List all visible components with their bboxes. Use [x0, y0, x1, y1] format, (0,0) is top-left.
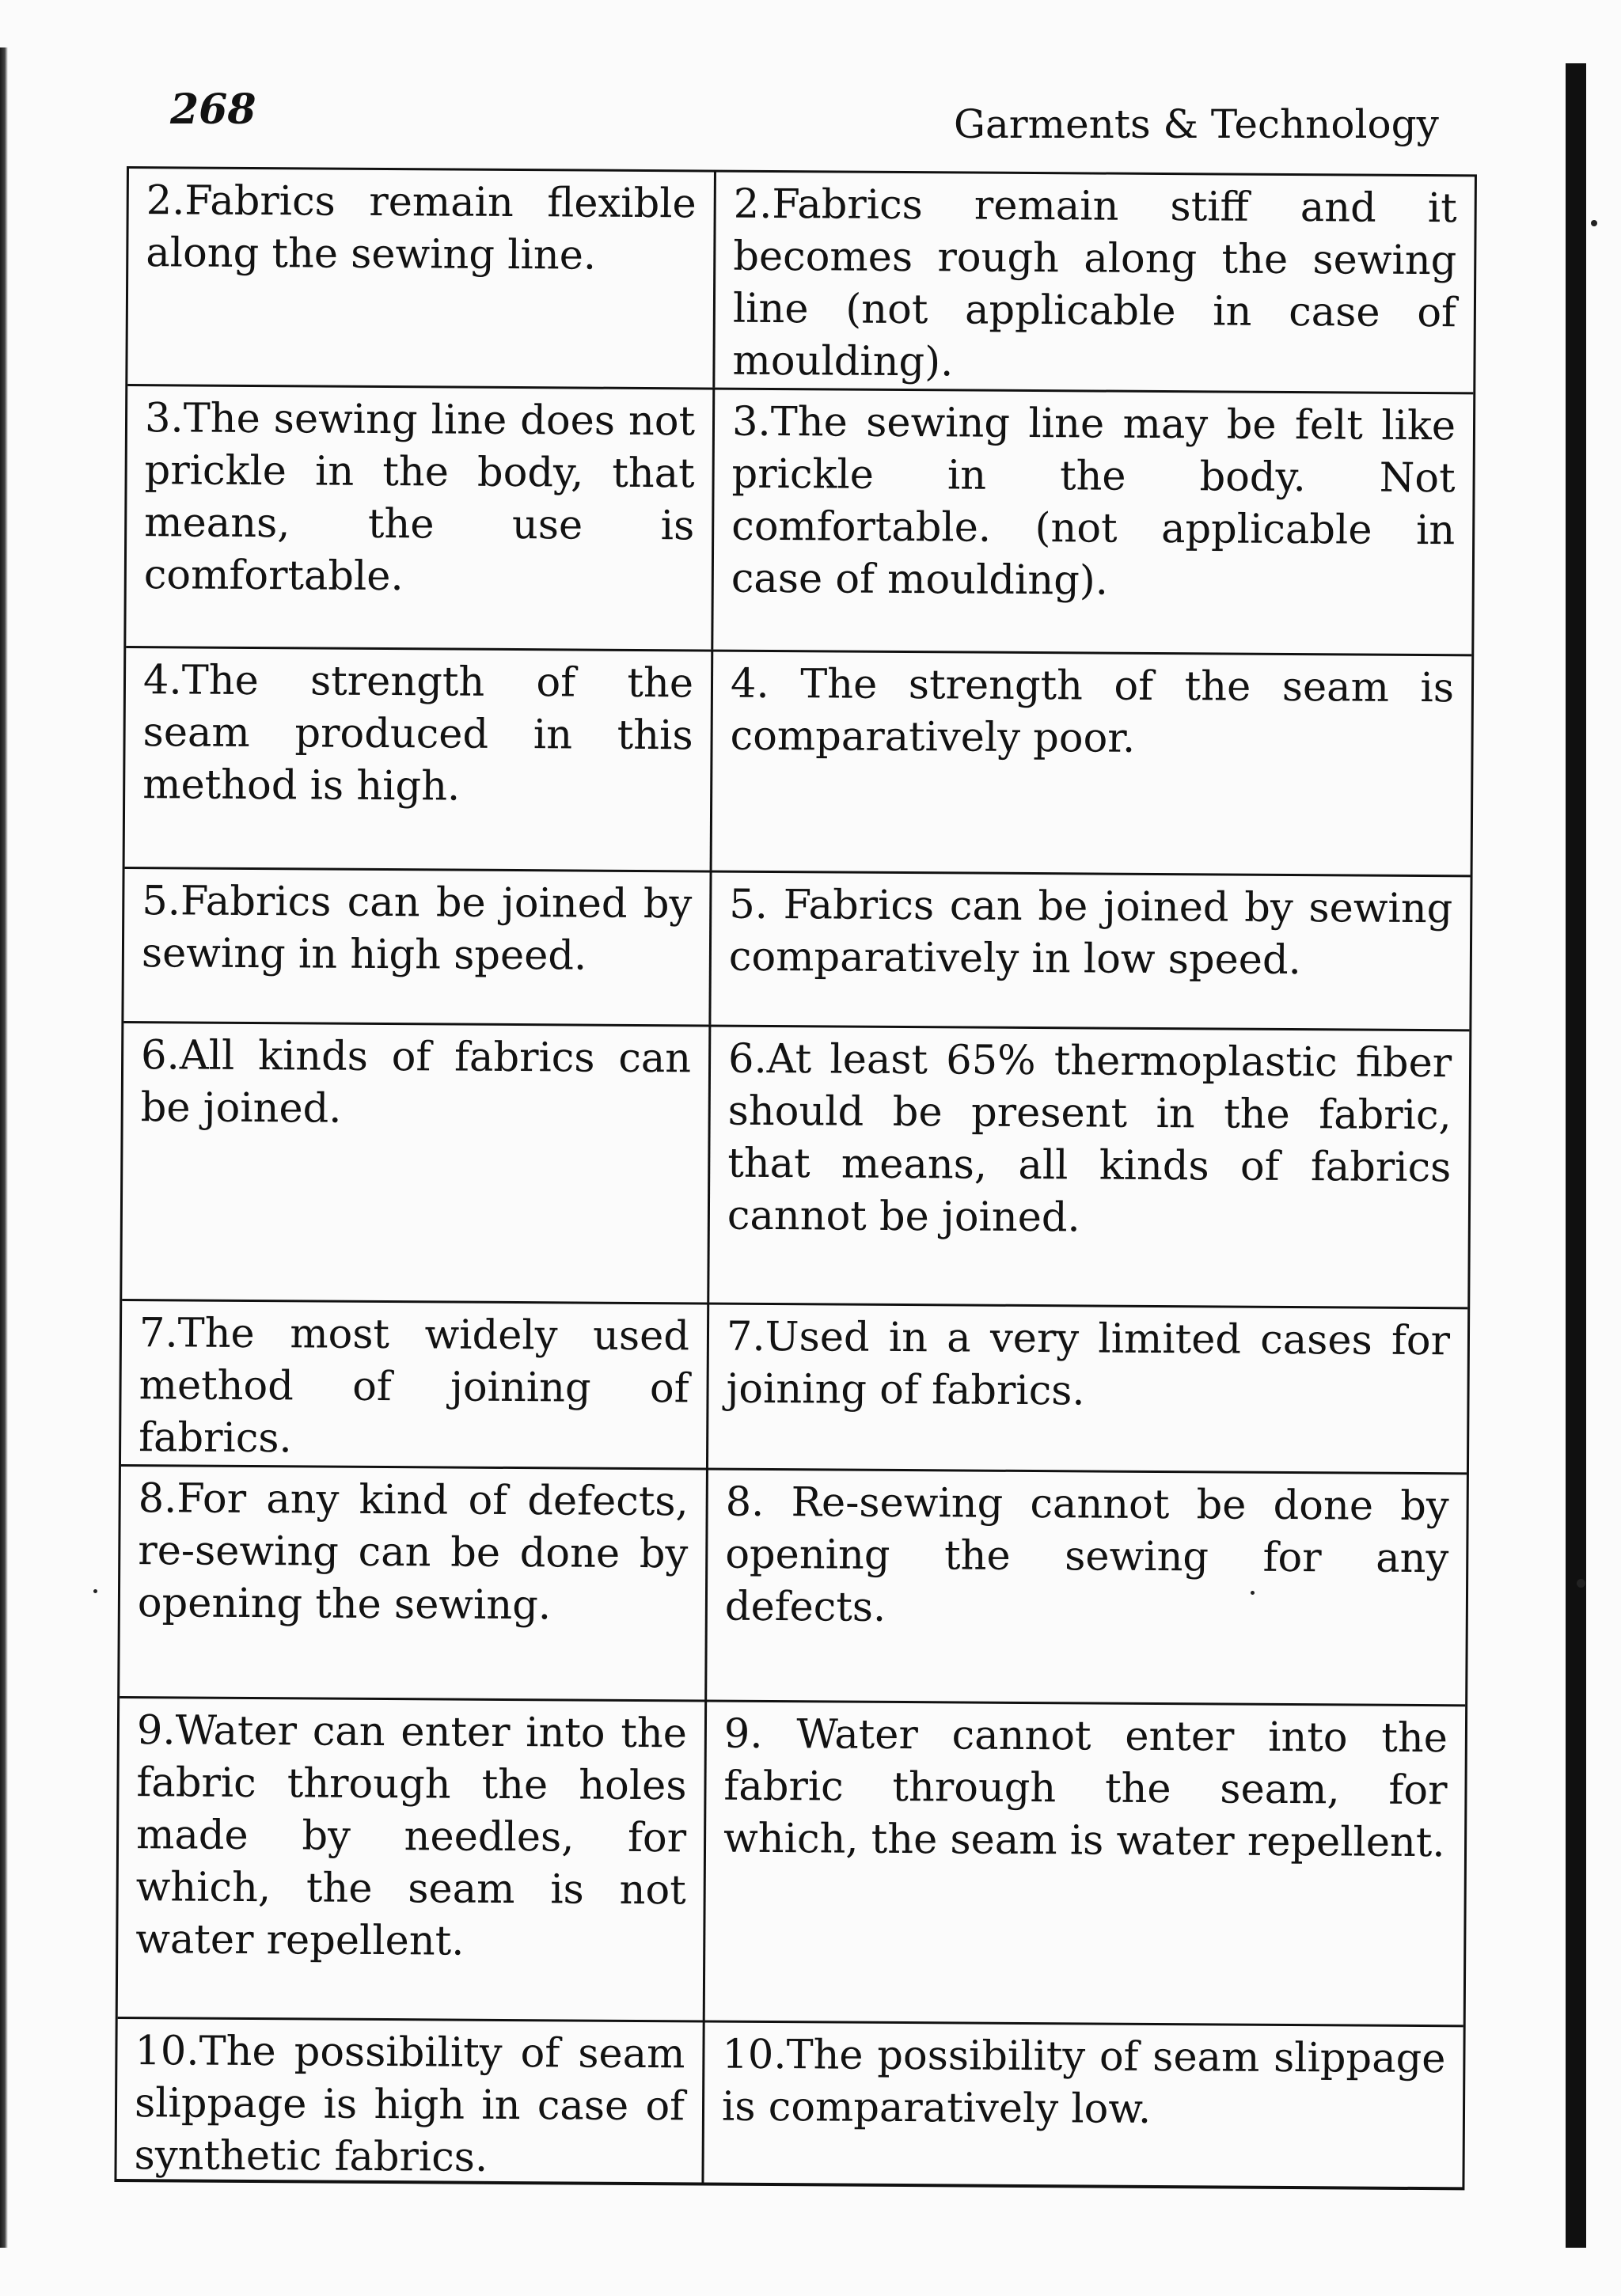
table-cell-left: 5.Fabrics can be joined by sewing in high speed.	[123, 869, 712, 1025]
table-row	[121, 1299, 1467, 1472]
table-row	[125, 646, 1472, 875]
page-binding-shadow-right	[1566, 63, 1586, 2248]
table-cell-right: 9. Water cannot enter into the fabric through the seam, for which, the seam is water repellent.	[723, 1710, 1448, 1867]
scan-speck	[1251, 1591, 1255, 1595]
scan-speck	[93, 1589, 97, 1593]
table-row	[118, 1696, 1465, 2025]
table-row	[123, 867, 1470, 1029]
table-row	[127, 169, 1475, 392]
page-binding-shadow-left	[0, 47, 8, 2248]
table-cell-right: 2.Fabrics remain stiff and it becomes rough along the sewing line (not applicable in case of moulding).	[732, 180, 1457, 386]
table-cell-left: 8.For any kind of defects, re-sewing can be done by opening the sewing.	[120, 1467, 708, 1700]
table-cell-left: 7.The most widely used method of joining of fabrics.	[121, 1301, 709, 1468]
table-row	[126, 384, 1473, 654]
table-cell-left: 3.The sewing line does not prickle in the body, that means, the use is comfortable.	[126, 386, 715, 650]
table-row	[122, 1021, 1469, 1307]
table-cell-left: 10.The possibility of seam slippage is high in case of synthetic fabrics.	[116, 2019, 704, 2183]
comparison-table	[114, 166, 1477, 2190]
table-cell-right: 10.The possibility of seam slippage is comparatively low.	[721, 2031, 1446, 2133]
running-head: Garments & Technology	[954, 101, 1439, 147]
table-cell-right: 5. Fabrics can be joined by sewing comparatively in low speed.	[728, 881, 1453, 985]
scan-speck	[1591, 220, 1597, 226]
table-cell-right: 3.The sewing line may be felt like prickle in the body. Not comfortable. (not applicable in case of moulding).	[731, 398, 1456, 605]
scan-speck	[1577, 1579, 1585, 1588]
table-cell-right: 8. Re-sewing cannot be done by opening the sewing for any defects.	[724, 1478, 1449, 1631]
table-cell-left: 4.The strength of the seam produced in this method is high.	[125, 648, 714, 871]
table-cell-right: 6.At least 65% thermoplastic fiber should be present in the fabric, that means, all kinds of fabrics cannot be joined.	[727, 1035, 1452, 1242]
page-number: 268	[170, 85, 256, 134]
table-cell-left: 9.Water can enter into the fabric through the holes made by needles, for which, the seam is not water repellent.	[118, 1698, 707, 2021]
table-row	[116, 2017, 1463, 2187]
table-row	[120, 1464, 1467, 1704]
table-cell-right: 7.Used in a very limited cases for joining of fabrics.	[726, 1313, 1451, 1415]
table-cell-left: 6.All kinds of fabrics can be joined.	[122, 1023, 711, 1303]
table-cell-left: 2.Fabrics remain flexible along the sewing line.	[127, 169, 716, 388]
table-cell-right: 4. The strength of the seam is comparatively poor.	[730, 660, 1455, 762]
